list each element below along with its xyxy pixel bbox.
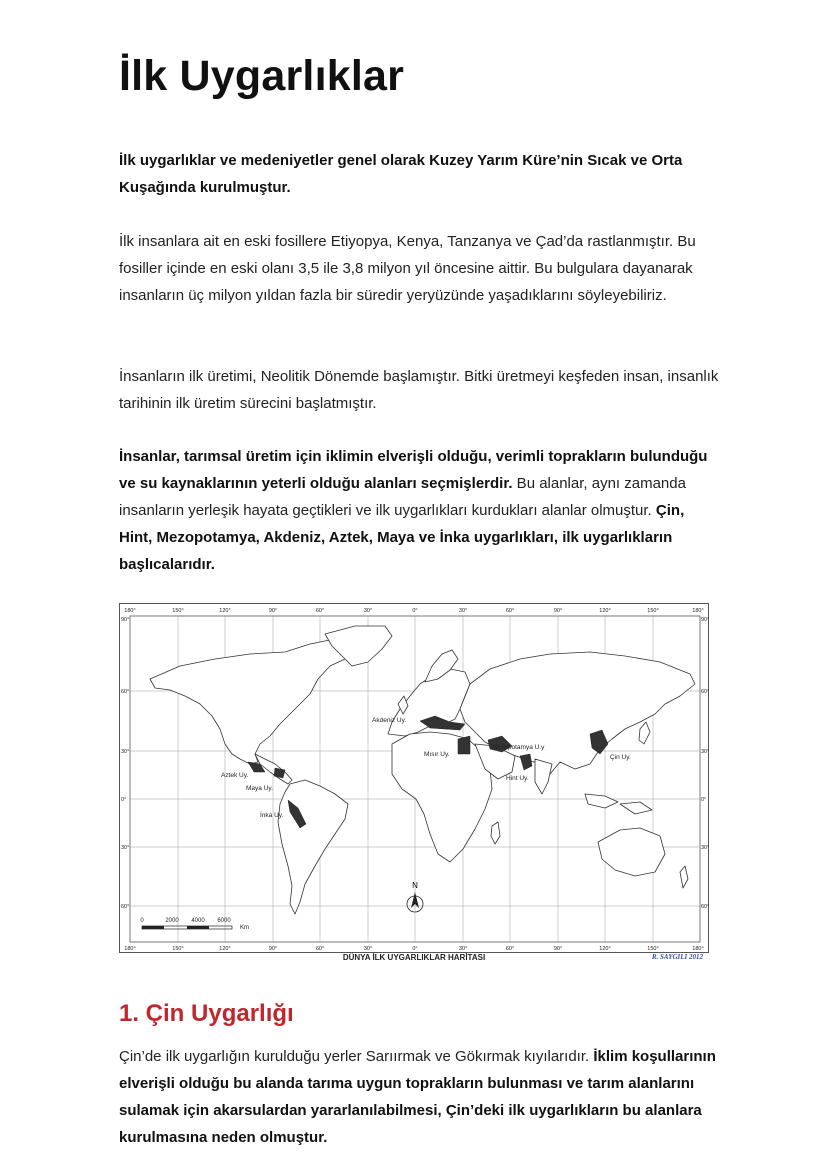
lon-top-label: 90° <box>553 608 563 614</box>
label-mezopotamya: Mezopotamya U.y <box>492 744 545 751</box>
lat-right-label: 30° <box>701 749 710 755</box>
lat-right-label: 0° <box>701 797 707 803</box>
lon-bottom-label: 90° <box>268 946 278 952</box>
map-signature: R. SAYGILI 2012 <box>651 953 703 961</box>
scale-label-2000: 2000 <box>165 918 179 924</box>
lon-bottom-label: 90° <box>553 946 563 952</box>
agriculture-bold-text: İnsanlar, tarımsal üretim için iklimin elverişli olduğu, verimli toprakların bulunduğu ve su kaynaklarının yeterli olduğu alanları seçmişlerdir. <box>119 448 708 492</box>
lon-top-label: 180° <box>124 608 136 614</box>
world-map-figure <box>119 603 709 968</box>
maya-area <box>274 768 285 778</box>
label-maya: Maya Uy. <box>246 785 273 792</box>
lon-top-label: 60° <box>505 608 515 614</box>
lat-left-label: 60° <box>121 904 130 910</box>
lon-bottom-label: 180° <box>692 946 704 952</box>
lat-right-label: 30° <box>701 845 710 851</box>
lon-top-label: 180° <box>692 608 704 614</box>
lon-bottom-label: 120° <box>599 946 611 952</box>
scale-label-6000: 6000 <box>217 918 231 924</box>
lon-top-label: 120° <box>599 608 611 614</box>
lat-left-label: 60° <box>121 689 130 695</box>
lon-bottom-label: 150° <box>172 946 184 952</box>
agriculture-normal-text: Bu alanlar, aynı zamanda insanların yerleşik hayata geçtikleri ve ilk uygarlıkları kurdukları alanlar olmuştur. <box>119 475 686 519</box>
lon-bottom-label: 0° <box>412 946 418 952</box>
latitude-labels-left <box>121 617 129 910</box>
label-misir: Mısır Uy. <box>424 751 450 758</box>
lon-top-label: 30° <box>363 608 373 614</box>
label-cin: Çin Uy. <box>610 754 631 761</box>
lon-top-label: 60° <box>315 608 325 614</box>
lat-left-label: 30° <box>121 845 130 851</box>
map-frame <box>119 603 709 953</box>
china-normal-text: Çin’de ilk uygarlığın kurulduğu yerler Sarıırmak ve Gökırmak kıyılarıdır. <box>119 1048 594 1065</box>
paragraph-agriculture <box>119 443 719 578</box>
section-heading-china: 1. Çin Uygarlığı <box>119 1000 294 1027</box>
scale-label-4000: 4000 <box>191 918 205 924</box>
china-bold-text: İklim koşullarının elverişli olduğu bu alanda tarıma uygun toprakların bulunması ve tarım alanlarını sulamak için akarsulardan yararlanılabilmesi, Çin’deki ilk uygarlıkların bu alanlara kurulmasına neden olmuştur. <box>119 1048 716 1146</box>
lon-bottom-label: 30° <box>363 946 373 952</box>
lat-left-label: 30° <box>121 749 130 755</box>
lon-top-label: 0° <box>412 608 418 614</box>
page-title: İlk Uygarlıklar <box>119 52 405 100</box>
label-inka: İnka Uy. <box>260 812 284 819</box>
latitude-labels-right <box>701 617 709 910</box>
civilizations-list-text: Çin, Hint, Mezopotamya, Akdeniz, Aztek, Maya ve İnka uygarlıkları, ilk uygarlıkların başlıcalarıdır. <box>119 502 685 573</box>
lon-top-label: 120° <box>219 608 231 614</box>
longitude-labels-top <box>124 608 703 614</box>
scale-label-km: Km <box>240 925 249 931</box>
lon-bottom-label: 120° <box>219 946 231 952</box>
lon-bottom-label: 180° <box>124 946 136 952</box>
north-label: N <box>412 881 418 890</box>
lat-right-label: 60° <box>701 689 710 695</box>
lat-right-label: 90° <box>701 617 710 623</box>
label-aztek: Aztek Uy. <box>221 772 249 779</box>
lon-bottom-label: 30° <box>458 946 468 952</box>
lat-left-label: 90° <box>121 617 130 623</box>
lon-top-label: 30° <box>458 608 468 614</box>
paragraph-neolithic: İnsanların ilk üretimi, Neolitik Dönemde başlamıştır. Bitki üretmeyi keşfeden insan, insanlık tarihinin ilk üretim sürecini başlatmıştır. <box>119 368 719 412</box>
lon-bottom-label: 60° <box>315 946 325 952</box>
longitude-labels-bottom <box>124 946 703 952</box>
paragraph-china <box>119 1043 719 1151</box>
paragraph-fossils: İlk insanlara ait en eski fosillere Etiyopya, Kenya, Tanzanya ve Çad’da rastlanmıştır. Bu fosiller içinde en eski olanı 3,5 ile 3,8 milyon yıl öncesine aittir. Bu bulgulara dayanarak insanların üç milyon yıldan fazla bir süredir yeryüzünde yaşadıklarını söyleyebiliriz. <box>119 233 696 304</box>
lon-top-label: 150° <box>647 608 659 614</box>
map-title: DÜNYA İLK UYGARLIKLAR HARİTASI <box>342 953 486 962</box>
paragraph-intro: İlk uygarlıklar ve medeniyetler genel olarak Kuzey Yarım Küre’nin Sıcak ve Orta Kuşağında kurulmuştur. <box>119 152 683 196</box>
label-akdeniz: Akdeniz Uy. <box>372 717 407 724</box>
label-hint: Hint Uy. <box>506 775 529 782</box>
lat-right-label: 60° <box>701 904 710 910</box>
lon-top-label: 150° <box>172 608 184 614</box>
lat-left-label: 0° <box>121 797 127 803</box>
scale-label-0: 0 <box>140 918 144 924</box>
world-map-image <box>120 604 710 954</box>
lon-bottom-label: 150° <box>647 946 659 952</box>
lon-bottom-label: 60° <box>505 946 515 952</box>
lon-top-label: 90° <box>268 608 278 614</box>
misir-area <box>458 736 470 754</box>
